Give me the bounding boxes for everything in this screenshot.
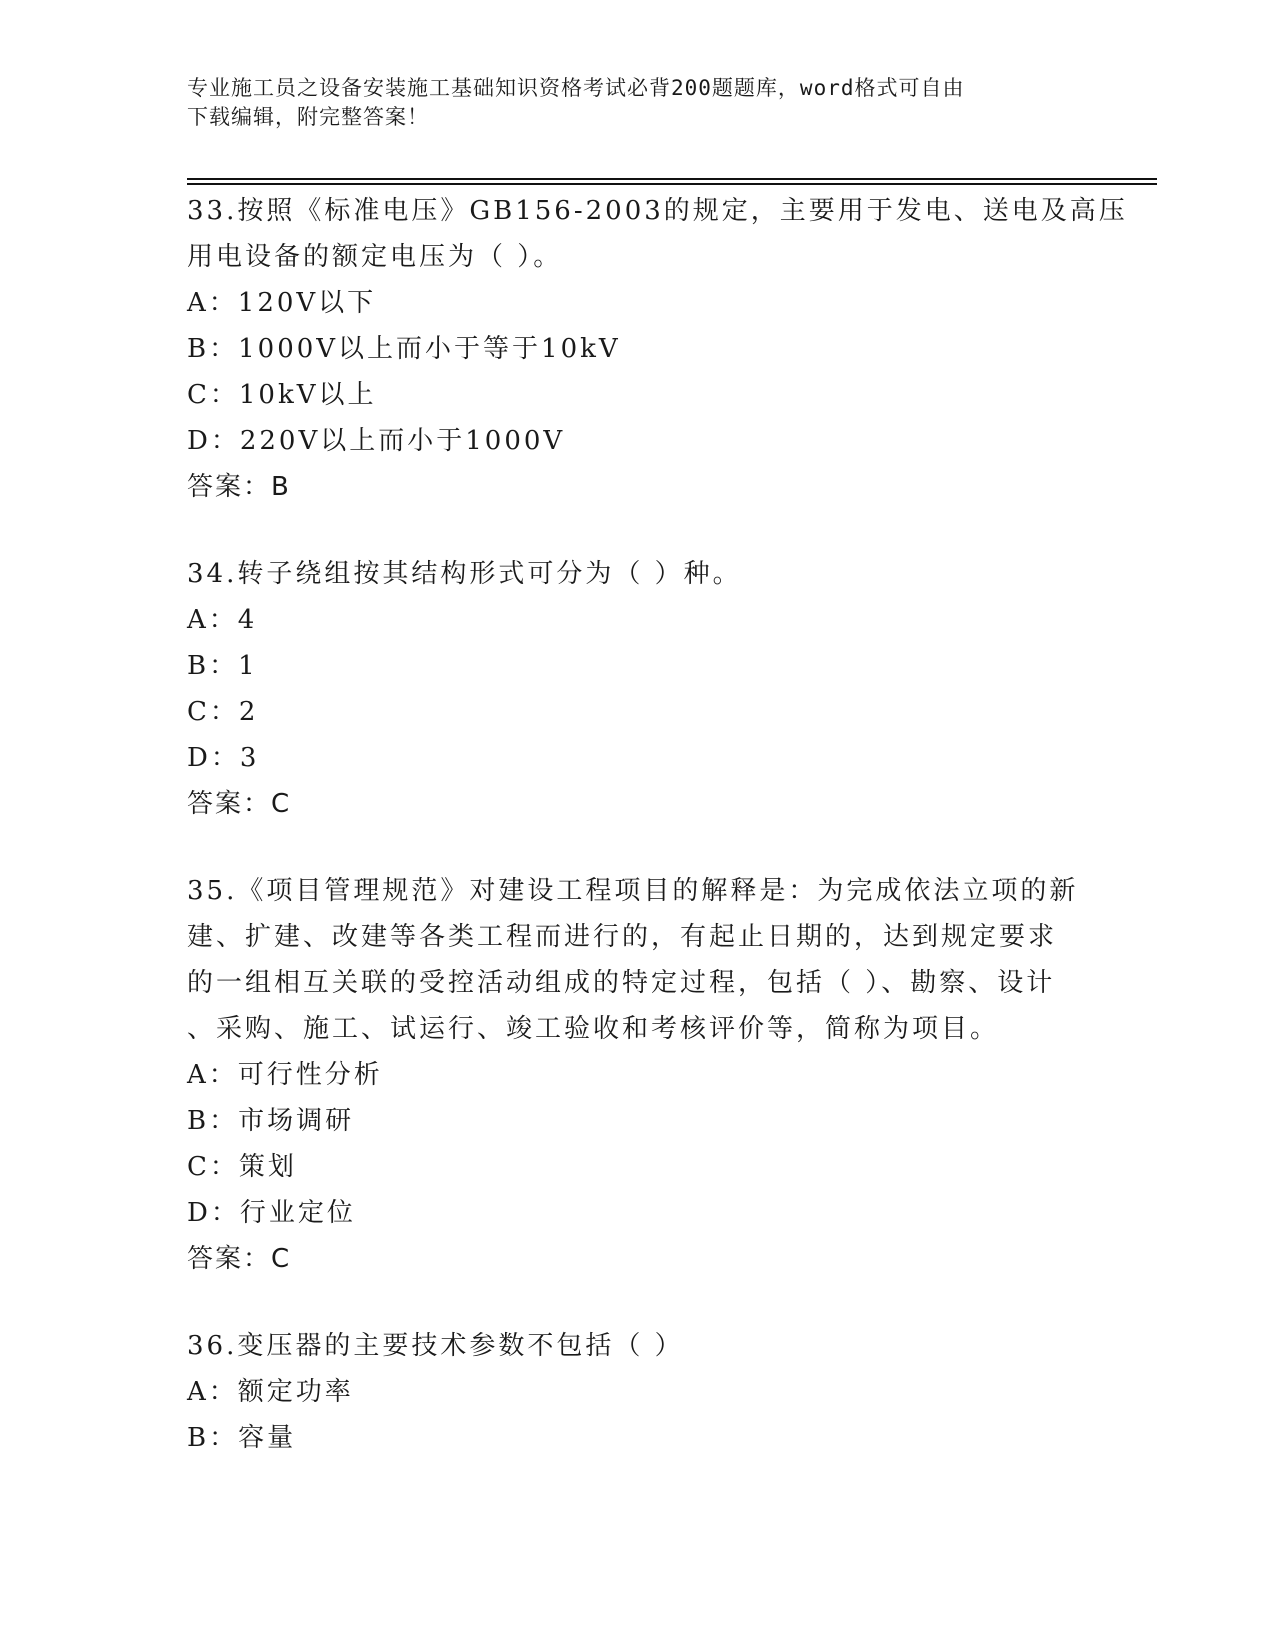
option-c: C：2 [187, 697, 259, 727]
option-b: B：容量 [187, 1423, 297, 1453]
question-33 [187, 188, 1128, 510]
option-a: A：4 [187, 605, 258, 635]
option-a: A：额定功率 [187, 1377, 354, 1407]
header-divider-top [187, 178, 1157, 180]
question-list [187, 188, 1128, 1502]
option-b: B：1000V以上而小于等于10kV [187, 334, 621, 364]
option-d: D：3 [187, 743, 260, 773]
option-c: C：10kV以上 [187, 380, 377, 410]
option-c: C：策划 [187, 1152, 297, 1182]
answer-line: 答案：C [187, 1244, 292, 1274]
option-d: D：行业定位 [187, 1198, 356, 1228]
option-a: A：120V以下 [187, 288, 377, 318]
question-stem-line: 34.转子绕组按其结构形式可分为（ ）种。 [187, 559, 742, 589]
option-d: D：220V以上而小于1000V [187, 426, 566, 456]
answer-line: 答案：C [187, 789, 292, 819]
option-a: A：可行性分析 [187, 1060, 383, 1090]
question-stem-line: 用电设备的额定电压为（ ）。 [187, 242, 563, 272]
header-divider-bottom [187, 183, 1157, 185]
question-stem-line: 、采购、施工、试运行、竣工验收和考核评价等，简称为项目。 [187, 1014, 1000, 1044]
option-b: B：市场调研 [187, 1106, 355, 1136]
question-36 [187, 1323, 1087, 1461]
question-stem-line: 建、扩建、改建等各类工程而进行的，有起止日期的，达到规定要求 [187, 922, 1058, 952]
question-stem-line: 35.《项目管理规范》对建设工程项目的解释是：为完成依法立项的新 [187, 876, 1079, 906]
document-header [187, 74, 1087, 132]
question-34 [187, 551, 1087, 827]
answer-line: 答案：B [187, 472, 291, 502]
header-line-2: 下载编辑，附完整答案！ [187, 105, 429, 129]
option-b: B：1 [187, 651, 258, 681]
question-35 [187, 868, 1087, 1282]
question-stem-line: 36.变压器的主要技术参数不包括（ ） [187, 1331, 684, 1361]
question-stem-line: 的一组相互关联的受控活动组成的特定过程，包括（ ）、勘察、设计 [187, 968, 1056, 998]
header-line-1: 专业施工员之设备安装施工基础知识资格考试必背200题题库，word格式可自由 [187, 76, 965, 100]
question-stem-line: 33.按照《标准电压》GB156-2003的规定，主要用于发电、送电及高压 [187, 196, 1128, 226]
